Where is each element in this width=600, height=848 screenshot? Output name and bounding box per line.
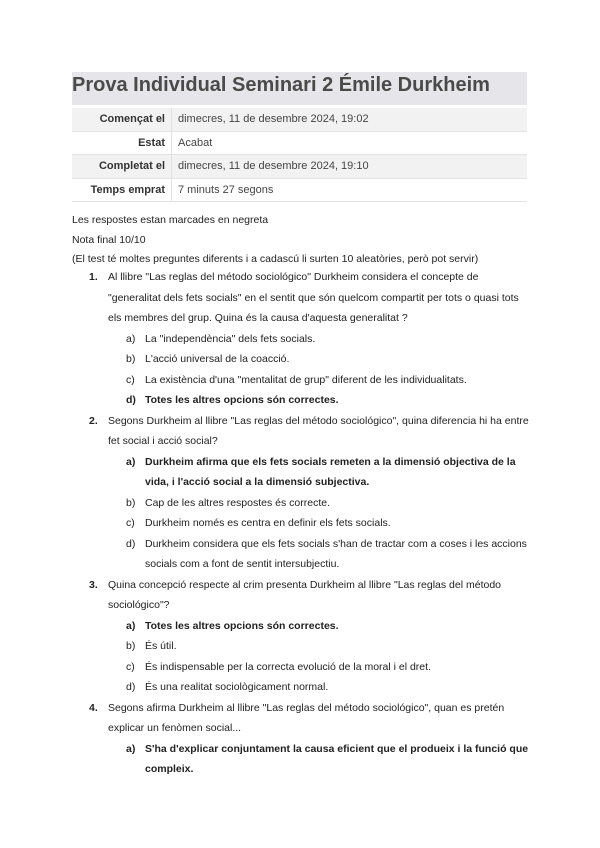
option-item: [72, 329, 532, 350]
option-list: [72, 616, 532, 698]
question-number: 1.: [89, 271, 98, 283]
option-list: [72, 739, 532, 780]
option-text: Totes les altres opcions són correctes.: [145, 619, 339, 632]
option-text: La "independència" dels fets socials.: [145, 332, 316, 345]
option-text: La existència d'una "mentalitat de grup" diferent de les individualitats.: [145, 373, 467, 386]
option-item: [72, 636, 532, 657]
summary-row: [72, 108, 527, 131]
option-text: S'ha d'explicar conjuntament la causa eficient que el produeix i la funció que compleix.: [145, 742, 529, 775]
question-number: 3.: [89, 578, 98, 591]
question-list: [72, 267, 532, 780]
question-text: Segons afirma Durkheim al llibre "Las reglas del método sociológico", quan es pretén explicar un fenòmen social...: [108, 701, 505, 734]
option-text: És una realitat sociològicament normal.: [145, 681, 329, 693]
option-letter: a): [126, 455, 136, 468]
option-letter: c): [126, 517, 135, 529]
intro-notes: [72, 211, 478, 270]
option-text: És útil.: [145, 640, 177, 652]
option-letter: d): [126, 681, 136, 693]
summary-value: dimecres, 11 de desembre 2024, 19:02: [172, 108, 528, 131]
question-text: Al llibre "Las reglas del método sociológico" Durkheim considera el concepte de "generalitat dels fets socials" en el sentit que són quelcom compartit per tots o quasi tots els membres del grup. Quina és la causa d'aquesta generalitat ?: [108, 271, 519, 324]
summary-table: [72, 108, 527, 202]
option-item: [72, 677, 532, 698]
option-letter: d): [126, 537, 136, 550]
option-item: [72, 657, 532, 678]
option-item: [72, 513, 532, 534]
option-list: [72, 329, 532, 411]
option-letter: b): [126, 353, 136, 365]
option-letter: d): [126, 394, 136, 406]
option-letter: a): [126, 619, 136, 632]
summary-value: dimecres, 11 de desembre 2024, 19:10: [172, 155, 528, 179]
option-text: Cap de les altres respostes és correcte.: [145, 496, 331, 509]
question-number: 2.: [89, 414, 98, 427]
option-letter: a): [126, 332, 136, 345]
option-text: Durkheim considera que els fets socials s'han de tractar com a coses i les accions socials com a font de sentit intersubjectiu.: [145, 537, 527, 570]
option-letter: a): [126, 742, 136, 755]
summary-label: Completat el: [72, 155, 172, 179]
summary-label: Estat: [72, 131, 172, 155]
option-letter: c): [126, 373, 135, 386]
option-item-correct: [72, 452, 532, 493]
option-text: Totes les altres opcions són correctes.: [145, 394, 339, 406]
option-item-correct: [72, 390, 532, 411]
summary-row: [72, 131, 527, 155]
question-item: [72, 411, 532, 452]
title-bar: [72, 72, 527, 105]
question-item: [72, 575, 532, 616]
option-item: [72, 534, 532, 575]
option-letter: c): [126, 660, 135, 673]
intro-line: (El test té moltes preguntes diferents i a cadascú li surten 10 aleatòries, però pot servir): [72, 253, 479, 265]
intro-line: Nota final 10/10: [72, 233, 146, 246]
summary-row: [72, 178, 527, 202]
question-text: Quina concepció respecte al crim presenta Durkheim al llibre "Las reglas del método sociológico"?: [108, 578, 502, 611]
page-title: Prova Individual Seminari 2 Émile Durkheim: [72, 74, 490, 96]
question-text: Segons Durkheim al llibre "Las reglas del método sociológico", quina diferencia hi ha entre fet social i acció social?: [108, 414, 529, 447]
option-text: L'acció universal de la coacció.: [145, 353, 290, 365]
option-text: Durkheim només es centra en definir els fets socials.: [145, 517, 391, 529]
option-text: Durkheim afirma que els fets socials remeten a la dimensió objectiva de la vida, i l'acció social a la dimensió subjectiva.: [145, 455, 516, 488]
option-item-correct: [72, 616, 532, 637]
option-item: [72, 349, 532, 370]
summary-value: 7 minuts 27 segons: [172, 178, 528, 202]
question-number: 4.: [89, 701, 98, 714]
question-item: [72, 698, 532, 739]
option-item-correct: [72, 739, 532, 780]
summary-row: [72, 155, 527, 179]
option-item: [72, 370, 532, 391]
summary-label: Temps emprat: [72, 178, 172, 202]
option-item: [72, 493, 532, 514]
option-text: És indispensable per la correcta evolució de la moral i el dret.: [145, 660, 431, 673]
question-item: [72, 267, 532, 329]
summary-value: Acabat: [172, 131, 528, 155]
option-letter: b): [126, 496, 136, 509]
intro-line: Les respostes estan marcades en negreta: [72, 214, 269, 226]
summary-label: Començat el: [72, 108, 172, 131]
option-letter: b): [126, 640, 136, 652]
option-list: [72, 452, 532, 575]
